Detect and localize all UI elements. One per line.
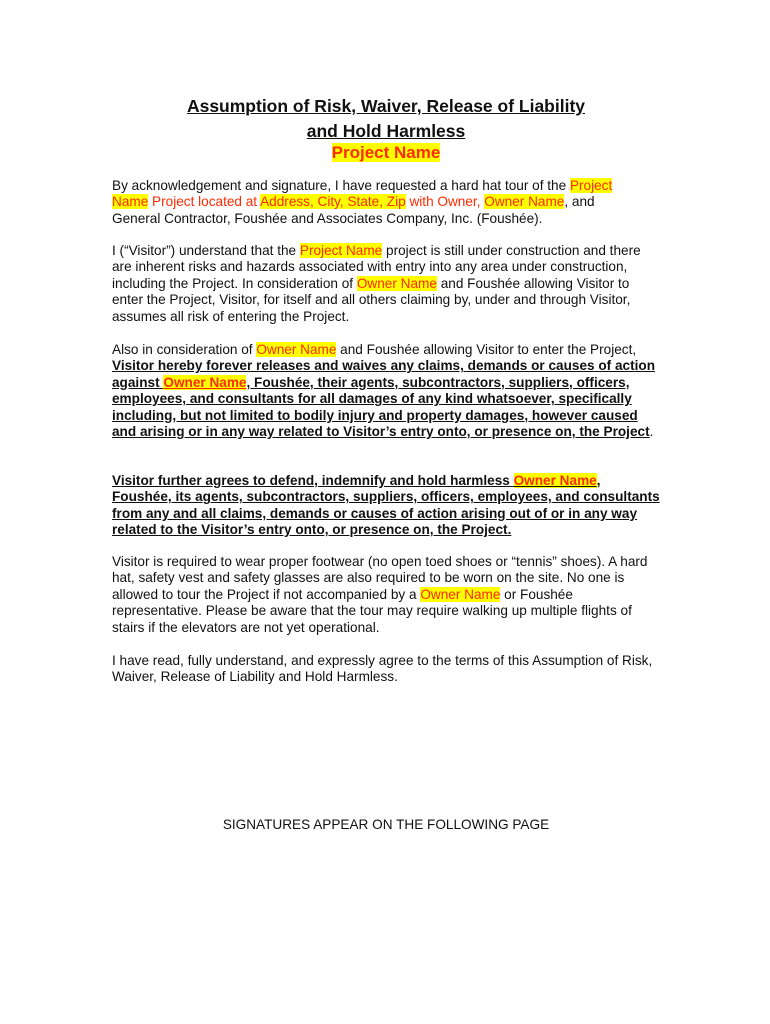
document-title-line-2: and Hold Harmless — [306, 121, 466, 141]
para2-text-c: and Foushée allowing Visitor to enter the Project, Visitor, for itself and all others claiming by, under and through Visitor, assumes all risk of entering the Project. — [112, 275, 631, 324]
project-located-text: Project located at — [148, 194, 261, 210]
para5-text-b: or Foushée representative. Please be aware that the tour may require walking up multiple flights of stairs if the elevators are not yet operational. — [112, 586, 632, 635]
para3-end: . — [649, 424, 654, 440]
para3-text-b: and Foushée allowing Visitor to enter the Project, — [336, 342, 637, 357]
owner-name-placeholder: Owner Name — [513, 473, 597, 488]
owner-name-placeholder: Owner Name — [256, 342, 337, 357]
project-name-heading — [112, 142, 660, 164]
document-title-line-1: Assumption of Risk, Waiver, Release of Liability — [186, 96, 586, 116]
para5-text-a: Visitor is required to wear proper footwear (no open toed shoes or “tennis” shoes). A hard hat, safety vest and safety glasses are also required to be worn on the site. No one is allowed to tour the Project if not accompanied by a — [112, 554, 648, 602]
paragraph-tour-request — [112, 178, 660, 227]
paragraph-acknowledgement: I have read, fully understand, and expressly agree to the terms of this Assumption of Risk, Waiver, Release of Liability and Hold Harmless. — [112, 653, 653, 685]
project-placeholder-b: Name — [112, 194, 149, 210]
release-clause-a: Visitor hereby forever releases and waives any claims, demands or causes of action against — [112, 358, 655, 390]
project-name-placeholder: Project Name — [331, 143, 441, 162]
signatures-notice: SIGNATURES APPEAR ON THE FOLLOWING PAGE — [222, 817, 550, 832]
project-name-placeholder: Project Name — [299, 243, 383, 258]
owner-name-placeholder: Owner Name — [484, 194, 565, 210]
para2-text-a: I (“Visitor”) understand that the — [112, 243, 300, 258]
para1-and-text: , and — [564, 194, 595, 210]
paragraph-safety-requirements — [112, 554, 660, 636]
paragraph-indemnify — [112, 473, 660, 539]
owner-name-placeholder: Owner Name — [163, 374, 247, 390]
para1-text: By acknowledgement and signature, I have requested a hard hat tour of the — [112, 178, 570, 193]
with-owner-text: with Owner, — [405, 194, 485, 210]
para4-text-a: Visitor further agrees to defend, indemnify and hold harmless — [112, 473, 514, 488]
paragraph-release-waiver — [112, 342, 660, 440]
para4-text-b: , Foushée, its agents, subcontractors, suppliers, officers, employees, and consultants from any and all claims, demands or causes of action arising out of or in any way related to the Visitor’s entry onto, or presence on, the Project. — [112, 473, 660, 538]
para2-text-b: project is still under construction and there are inherent risks and hazards associated with entry into any area under construction, including the Project. In consideration of — [112, 243, 641, 291]
paragraph-visitor-understanding — [112, 243, 660, 325]
general-contractor-text: General Contractor, Foushée and Associates Company, Inc. (Foushée). — [112, 210, 543, 226]
address-placeholder: Address, City, State, Zip — [260, 194, 406, 210]
para3-text-a: Also in consideration of — [112, 342, 257, 357]
release-clause-b: , Foushée, their agents, subcontractors, suppliers, officers, employees, and consultants for all damages of any kind whatsoever, specifically including, but not limited to bodily injury and property damages, however caused and arising or in any way related to Visitor’s entry onto, or presence on, the Project — [112, 374, 650, 440]
project-placeholder-a: Project — [569, 178, 613, 193]
owner-name-placeholder: Owner Name — [356, 275, 437, 291]
owner-name-placeholder: Owner Name — [420, 586, 501, 602]
